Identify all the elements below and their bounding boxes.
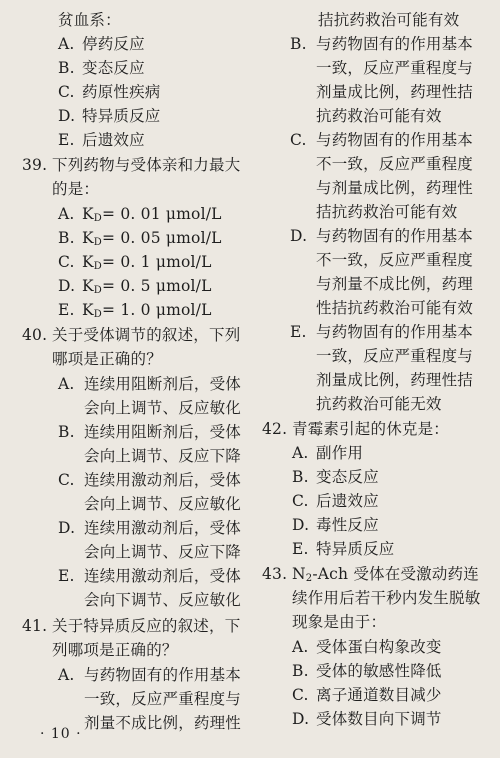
option-c-cont: 会向上调节、反应敏化 — [84, 495, 242, 513]
option-c: C. 离子通道数目减少 — [292, 686, 442, 704]
option-d: D. 连续用激动剂后，受体 — [58, 519, 242, 537]
option-d: D. 与药物固有的作用基本 — [290, 227, 474, 245]
option-c: C. 与药物固有的作用基本 — [290, 131, 474, 149]
option-c: C. 药原性疾病 — [58, 83, 161, 101]
option-d-cont: 不一致，反应严重程度 — [316, 251, 474, 269]
question-tail: 贫血系： — [58, 11, 121, 29]
option-e: E. 后遗效应 — [58, 131, 145, 149]
option-a: A. 连续用阻断剂后，受体 — [58, 375, 242, 393]
question-43-stem: 43. $N_2$-Ach 受体在受激动药连 — [262, 565, 479, 584]
option-c-cont: 与剂量成比例，药理性 — [316, 179, 474, 197]
option-b: B. 变态反应 — [58, 59, 145, 77]
option-d: D. 毒性反应 — [292, 516, 379, 534]
option-d: D. $K_D= 0$. 5 μmol/L — [58, 277, 212, 296]
question-43-stem-cont: 现象是由于： — [292, 613, 387, 631]
option-a: A. 与药物固有的作用基本 — [58, 666, 242, 684]
option-a: A. 副作用 — [292, 444, 364, 462]
option-a: A. 受体蛋白构象改变 — [292, 638, 442, 656]
question-39-stem: 39. 下列药物与受体亲和力最大 — [22, 156, 241, 174]
question-41-stem-cont: 列哪项是正确的？ — [52, 641, 178, 659]
question-40-stem: 40. 关于受体调节的叙述，下列 — [22, 326, 241, 344]
option-c-cont: 拮抗药救治可能有效 — [316, 203, 458, 221]
option-b-cont: 剂量成比例，药理性拮 — [316, 83, 474, 101]
option-a-cont: 会向上调节、反应敏化 — [84, 399, 242, 417]
option-a: A. 停药反应 — [58, 35, 145, 53]
question-40-stem-cont: 哪项是正确的？ — [52, 350, 162, 368]
question-43-stem-cont: 续作用后若干秒内发生脱敏 — [292, 589, 481, 607]
option-e-cont: 一致，反应严重程度与 — [316, 347, 474, 365]
option-e: E. 连续用激动剂后，受体 — [58, 567, 242, 585]
option-d: D. 受体数目向下调节 — [292, 710, 442, 728]
option-e-cont: 会向下调节、反应敏化 — [84, 591, 242, 609]
option-a: A. $K_D= 0$. 01 μmol/L — [58, 205, 222, 224]
question-42-stem: 42. 青霉素引起的休克是： — [262, 420, 450, 438]
option-b-cont: 一致，反应严重程度与 — [316, 59, 474, 77]
option-d: D. 特异质反应 — [58, 107, 161, 125]
option-b: B. 与药物固有的作用基本 — [290, 35, 474, 53]
option-a-cont: 拮抗药救治可能有效 — [318, 11, 460, 29]
option-d-cont: 性拮抗药救治可能有效 — [316, 299, 474, 317]
option-b-cont: 会向上调节、反应下降 — [84, 447, 242, 465]
question-41-stem: 41. 关于特异质反应的叙述，下 — [22, 617, 241, 635]
option-d-cont: 会向上调节、反应下降 — [84, 543, 242, 561]
option-e: E. 特异质反应 — [292, 540, 395, 558]
option-e: E. 与药物固有的作用基本 — [290, 323, 474, 341]
option-d-cont: 与剂量不成比例，药理 — [316, 275, 474, 293]
option-c: C. 连续用激动剂后，受体 — [58, 471, 242, 489]
option-e: E. $K_D= 1$. 0 μmol/L — [58, 301, 212, 320]
option-b-cont: 抗药救治可能有效 — [316, 107, 442, 125]
option-c-cont: 不一致，反应严重程度 — [316, 155, 474, 173]
page-number: · 10 · — [40, 726, 82, 742]
option-b: B. 受体的敏感性降低 — [292, 662, 442, 680]
option-e-cont: 抗药救治可能无效 — [316, 395, 442, 413]
option-b: B. $K_D= 0$. 05 μmol/L — [58, 229, 222, 248]
option-a-cont: 剂量不成比例，药理性 — [84, 714, 242, 732]
question-39-stem-cont: 的是： — [52, 180, 100, 198]
option-c: C. $K_D= 0$. 1 μmol/L — [58, 253, 212, 272]
option-c: C. 后遗效应 — [292, 492, 379, 510]
option-a-cont: 一致，反应严重程度与 — [84, 690, 242, 708]
option-e-cont: 剂量成比例，药理性拮 — [316, 371, 474, 389]
option-b: B. 连续用阻断剂后，受体 — [58, 423, 242, 441]
option-b: B. 变态反应 — [292, 468, 379, 486]
